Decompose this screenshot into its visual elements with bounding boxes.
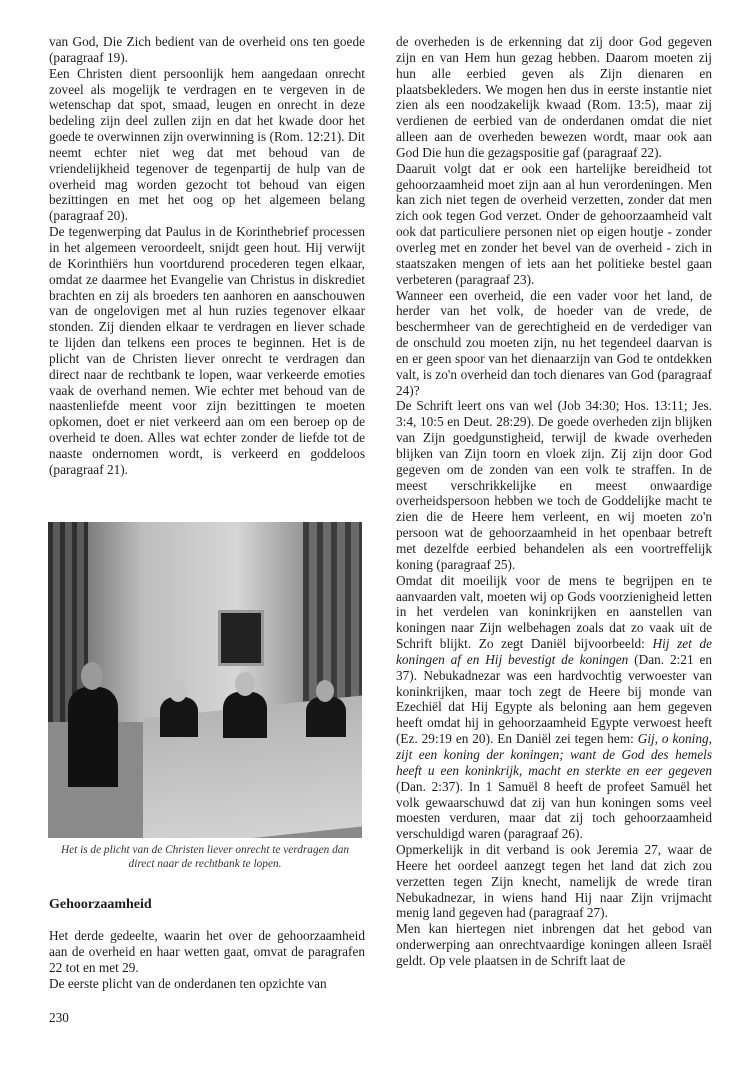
body-paragraph: de overheden is de erkenning dat zij door God gegeven zijn en van Hem hun gezag hebben. Daarom moeten zij hun alle eerbied geven als Zijn dienaren en plaatsbekleders. We mogen hen dus in eerste instantie niet zien als een noodzakelijk kwaad (Rom. 13:5), maar zij verdienen de eerbied van de onderdanen omdat die niet alleen aan de overheden bewezen wordt, maar ook aan God Die hun die gezagspositie gaf (paragraaf 22). — [396, 34, 712, 160]
page-number: 230 — [49, 1010, 69, 1025]
scripture-quote: Hij zet de koningen af en Hij bevestigt de koningen — [396, 636, 713, 667]
text-run: Omdat dit moeilijk voor de mens te begrijpen en te aanvaarden valt, moeten wij op Gods voorzienigheid letten in het verdelen van koninkrijken en aanstellen van koningen naar Zijn welbehagen zoals dat zo vaak uit de Schrift blijkt. Zo zegt Daniël bijvoorbeeld: — [396, 572, 712, 652]
body-paragraph: De tegenwerping dat Paulus in de Korinthebrief processen in het algemeen veroordeelt, snijdt geen hout. Hij verwijt de Korinthiërs hun voortdurend procederen tegen elkaar, omdat ze daarmee het Evangelie van Christus in diskrediet brachten en zij als broeders ten aanhoren en aanschouwen van de ongelovigen met al hun ruzies tegenover elkaar stonden. Zij dienden elkaar te verdragen en liever schade te lijden dan telkens een proces te beginnen. Het is de plicht van de Christen liever onrecht te verdragen dan direct naar de rechtbank te lopen, waar verkeerde emoties vaak de overhand nemen. Wie echter met behoud van de naastenliefde meent voor zijn bezittingen te moeten opkomen, doet er niet verkeerd aan om een beroep op de overheid te doen. Alles wat echter zonder de liefde tot de naaste ondernomen wordt, is verkeerd en goddeloos (paragraaf 21). — [49, 224, 365, 477]
body-paragraph: van God, Die Zich bedient van de overheid ons ten goede (paragraaf 19). — [49, 34, 365, 65]
body-paragraph: Een Christen dient persoonlijk hem aangedaan onrecht zoveel als mogelijk te verdragen en te vergeven in de wetenschap dat spot, smaad, leugen en onrecht in deze bedeling zijn deel zullen zijn en dat het kwade door het goede te overwinnen zijn overwinning is (Rom. 12:21). Dit neemt echter niet weg dat met behoud van de vriendelijkheid tegenover de tegenpartij de hulp van de overheid mag worden gezocht tot behoud van eigen bezittingen en met het oog op het algemeen belang (paragraaf 20). — [49, 65, 365, 224]
body-paragraph: Het derde gedeelte, waarin het over de gehoorzaamheid aan de overheid en haar wetten gaat, omvat de paragrafen 22 tot en met 29. — [49, 928, 365, 975]
scripture-quote: Gij, o koning, zijt een koning der koningen; want de God des hemels heeft u een koninkrijk, macht en sterkte en eer gegeven — [396, 731, 712, 778]
body-paragraph: Daaruit volgt dat er ook een hartelijke bereidheid tot gehoorzaamheid moet zijn aan al hun verordeningen. Men kan zich niet tegen de overheid verzetten, zonder dat men zich ook tegen God verzet. Onder de gehoorzaamheid valt ook dat particuliere personen niet op eigen houtje - zonder overleg met en zonder het bevel van de overheid - zich in staatszaken mengen of iets aan het politieke bestel gaan verbeteren (paragraaf 23). — [396, 160, 712, 287]
body-paragraph: Men kan hiertegen niet inbrengen dat het gebod van onderwerping aan onrechtvaardige koningen alleen Israël geldt. Op vele plaatsen in de Schrift laat de — [396, 921, 712, 968]
body-paragraph — [396, 573, 712, 842]
body-paragraph: Opmerkelijk in dit verband is ook Jeremia 27, waar de Heere het oordeel aanzegt tegen het land dat zich zou verzetten tegen Zijn knecht, namelijk de wrede tiran Nebukadnezar, in wiens hand Hij naar Zijn vrijmacht menig land gegeven had (paragraaf 27). — [396, 842, 712, 921]
left-column — [49, 34, 365, 478]
section-heading: Gehoorzaamheid — [49, 897, 152, 912]
right-column — [396, 34, 712, 969]
photo-caption: Het is de plicht van de Christen liever onrecht te verdragen dan direct naar de rechtbank te lopen. — [60, 844, 350, 870]
body-paragraph: Wanneer een overheid, die een vader voor het land, de herder van het volk, de hoeder van de vrede, de beschermheer van de gerechtigheid en de verdediger van de onschuld zou moeten zijn, nu het tegendeel daarvan is en er geen spoor van het dienaarzijn van God te ontdekken valt, is zo'n overheid dan toch dienares van God (paragraaf 24)? — [396, 287, 712, 398]
text-run: (Dan. 2:37). In 1 Samuël 8 heeft de profeet Samuël het volk gewaarschuwd dat zij van hun koningen soms veel moesten verduren, maar dat zij toch gehoorzaamheid verschuldigd waren (paragraaf 26). — [396, 778, 712, 842]
text-run: (Dan. 2:21 en 37). Nebukadnezar was een hardvochtig verwoester van koninkrijken, maar toch zegt de Heere bij monde van Ezechiël dat Hij Egypte als beloning aan hem gegeven heeft omdat hij in gehoorzaamheid Egypte verwoest heeft (Ez. 29:19 en 20). En Daniël zei tegen hem: — [396, 651, 712, 747]
body-paragraph: De Schrift leert ons van wel (Job 34:30; Hos. 13:11; Jes. 3:4, 10:5 en Deut. 28:29). De goede overheden zijn blijken van Zijn goedgunstigheid, terwijl de kwade overheden blijken van Zijn toorn en vloek zijn. Zij zijn door God gegeven om de zonden van een volk te straffen. In de meest verschrikkelijke en meest onwaardige overheidspersoon hebben we toch de Goddelijke macht te zien die de Heere hem verleent, en wij moeten zo'n persoon wat de gehoorzaamheid in het openbaar betreft met dezelfde eerbied behandelen als een voortreffelijk koning (paragraaf 25). — [396, 398, 712, 572]
courtroom-photo — [48, 522, 362, 838]
left-column-lower — [49, 928, 365, 991]
body-paragraph: De eerste plicht van de onderdanen ten opzichte van — [49, 975, 327, 991]
